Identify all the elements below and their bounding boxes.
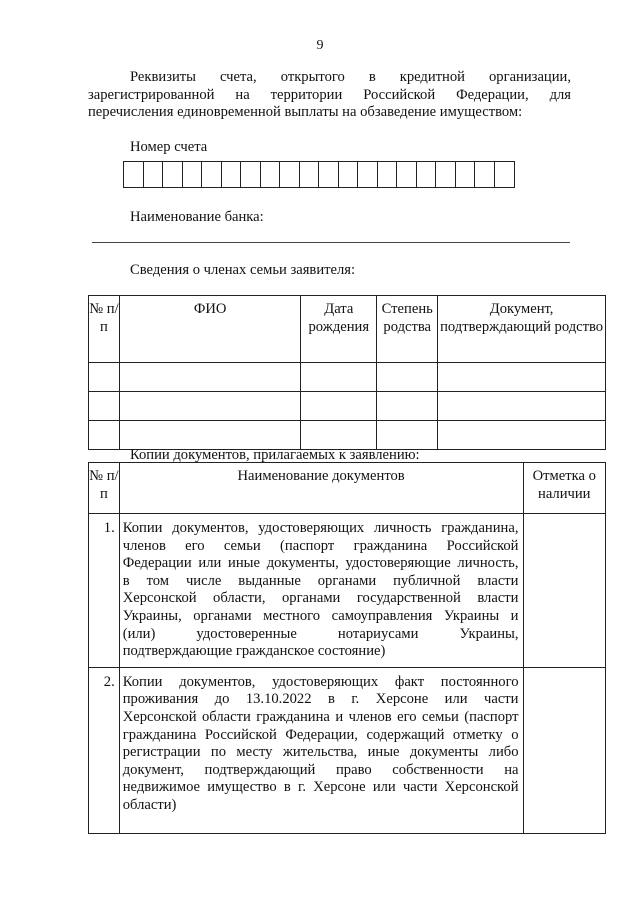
description-line: Копии документов, удостоверяющих факт постоянного <box>122 673 519 690</box>
description-line: области) <box>122 796 177 813</box>
table-cell[interactable] <box>119 392 300 421</box>
document-description <box>119 514 523 668</box>
description-line: проживания до 13.10.2022 в г. Херсоне или части <box>122 691 519 708</box>
description-line: членов его семьи (паспорт гражданина Российской <box>122 537 519 554</box>
table-row <box>89 667 606 833</box>
account-digit-box[interactable] <box>456 162 476 187</box>
col-documents-header: Наименование документов <box>119 463 523 514</box>
description-line: в том числе выданные органами публичной власти <box>122 572 519 589</box>
description-line: гражданина Российской Федерации, содержащий отметку о <box>122 726 519 743</box>
account-digit-box[interactable] <box>319 162 339 187</box>
col-birthdate-header: Дата рождения <box>301 296 377 363</box>
bank-name-label: Наименование банка: <box>130 209 264 225</box>
account-digit-box[interactable] <box>222 162 242 187</box>
intro-paragraph <box>88 69 571 122</box>
account-digit-box[interactable] <box>300 162 320 187</box>
description-line: Копии документов, удостоверяющих личность гражданина, <box>122 520 519 536</box>
table-cell[interactable] <box>89 421 120 450</box>
table-cell[interactable] <box>301 392 377 421</box>
account-digit-box[interactable] <box>436 162 456 187</box>
table-cell[interactable] <box>377 363 438 392</box>
description-line: Федерации или иные документы, удостоверяющие личность, <box>122 555 519 572</box>
table-row <box>89 392 606 421</box>
table-cell[interactable] <box>377 392 438 421</box>
account-number-label: Номер счета <box>130 139 208 155</box>
col-number-header: № п/п <box>89 296 120 363</box>
account-digit-box[interactable] <box>397 162 417 187</box>
table-header-row <box>89 463 606 514</box>
account-digit-box[interactable] <box>241 162 261 187</box>
table-cell[interactable] <box>119 421 300 450</box>
account-digit-box[interactable] <box>495 162 515 187</box>
description-line: Херсонской области гражданина и членов его семьи (паспорт <box>122 708 519 725</box>
account-digit-box[interactable] <box>202 162 222 187</box>
table-cell[interactable] <box>301 421 377 450</box>
col-relation-header: Степень родства <box>377 296 438 363</box>
account-digit-box[interactable] <box>339 162 359 187</box>
table-cell[interactable] <box>438 392 606 421</box>
table-row <box>89 421 606 450</box>
description-line: регистрации по месту жительства, иные документы либо <box>122 744 519 761</box>
table-cell[interactable] <box>89 363 120 392</box>
page-number: 9 <box>316 38 324 53</box>
row-number: 2. <box>89 667 120 833</box>
row-number: 1. <box>89 514 120 668</box>
account-digit-box[interactable] <box>378 162 398 187</box>
table-cell[interactable] <box>301 363 377 392</box>
account-digit-box[interactable] <box>261 162 281 187</box>
description-line: Украины, органами местного самоуправления Украины и <box>122 607 519 624</box>
description-line: недвижимое имущество в г. Херсоне или части Херсонской <box>122 779 519 796</box>
account-digit-box[interactable] <box>144 162 164 187</box>
table-row <box>89 514 606 668</box>
table-cell[interactable] <box>438 421 606 450</box>
col-document-header: Документ, подтверждающий родство <box>438 296 606 363</box>
intro-line: Реквизиты счета, открытого в кредитной организации, <box>130 69 571 85</box>
account-digit-box[interactable] <box>358 162 378 187</box>
account-digit-box[interactable] <box>417 162 437 187</box>
presence-mark-cell[interactable] <box>523 514 606 668</box>
document-description <box>119 667 523 833</box>
account-digit-box[interactable] <box>163 162 183 187</box>
family-members-table <box>88 295 606 450</box>
intro-line: зарегистрированной на территории Российской Федерации, для <box>88 86 571 103</box>
col-fio-header: ФИО <box>119 296 300 363</box>
description-line: документ, подтверждающий право собственности на <box>122 761 519 778</box>
family-members-label: Сведения о членах семьи заявителя: <box>130 262 356 278</box>
attached-documents-label: Копии документов, прилагаемых к заявлению: <box>130 447 420 463</box>
description-line: Херсонской области, органами государственной власти <box>122 590 519 607</box>
col-presence-header: Отметка о наличии <box>523 463 606 514</box>
table-cell[interactable] <box>438 363 606 392</box>
col-number-header: № п/п <box>89 463 120 514</box>
description-line: (или) удостоверенные нотариусами Украины, <box>122 625 519 642</box>
presence-mark-cell[interactable] <box>523 667 606 833</box>
table-row <box>89 363 606 392</box>
account-digit-box[interactable] <box>280 162 300 187</box>
account-digit-box[interactable] <box>124 162 144 187</box>
account-digit-box[interactable] <box>475 162 495 187</box>
account-number-boxes[interactable] <box>123 161 515 188</box>
description-line: подтверждающие гражданское состояние) <box>122 643 386 660</box>
table-cell[interactable] <box>377 421 438 450</box>
account-digit-box[interactable] <box>183 162 203 187</box>
bank-name-line[interactable] <box>92 242 570 243</box>
table-cell[interactable] <box>89 392 120 421</box>
intro-line: перечисления единовременной выплаты на обзаведение имуществом: <box>88 104 523 121</box>
table-header-row <box>89 296 606 363</box>
table-cell[interactable] <box>119 363 300 392</box>
attached-documents-table <box>88 462 606 834</box>
